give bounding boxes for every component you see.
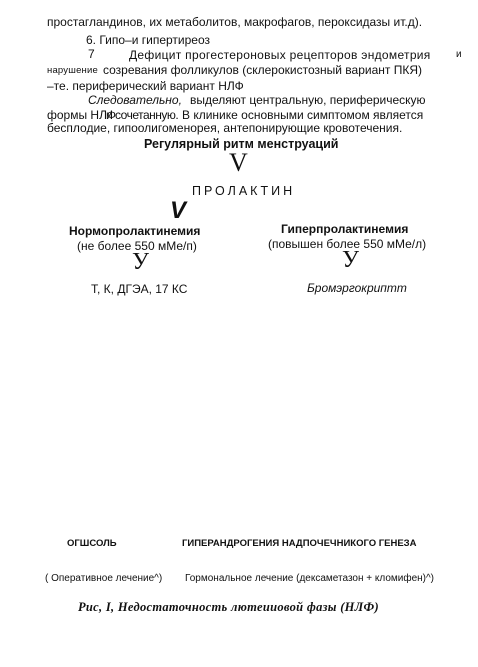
right-branch-treatment: Бромэргокриптт	[307, 281, 407, 295]
right-branch-sub: (повышен более 550 мМе/л)	[268, 237, 427, 251]
text-line-7a: формы НЛФ	[47, 108, 116, 122]
text-line-7c: В клинике основными симптомом является	[182, 108, 424, 122]
text-line-3-num: 7	[88, 47, 95, 61]
right-branch-title: Гиперпролактинемия	[281, 222, 409, 236]
bottom-right-title: ГИПЕРАНДРОГЕНИЯ НАДПОЧЕЧНИКОГО ГЕНЕЗА	[182, 538, 417, 549]
bottom-left-title: ОГШСОЛЬ	[67, 538, 117, 549]
text-line-1: простагландинов, их метаболитов, макрофагов, пероксидазы ит.д).	[47, 15, 423, 29]
bottom-left-treatment: ( Оперативное лечение^)	[45, 573, 163, 584]
text-line-3: Дефицит прогестероновых рецепторов эндометрия	[129, 48, 431, 62]
prolactin-label: ПРОЛАКТИН	[192, 184, 296, 198]
left-arrow-icon: У	[132, 249, 149, 275]
diagram-top-title: Регулярный ритм менструаций	[144, 137, 339, 151]
text-line-4: созревания фолликулов (склерокистозный вариант ПКЯ)	[103, 63, 422, 77]
arrow-down-icon: V	[229, 148, 248, 177]
figure-caption: Рис, I, Недостаточность лютеииовой фазы (НЛФ)	[78, 600, 379, 614]
text-line-6: выделяют центральную, периферическую	[190, 93, 426, 107]
text-line-5: –те. периферический вариант НЛФ	[47, 79, 244, 93]
left-branch-title: Нормопролактинемия	[69, 224, 201, 238]
text-line-6-italic: Следовательно,	[88, 93, 182, 107]
arrow-down-bold-icon: V	[170, 197, 187, 224]
left-branch-sub: (не более 550 мМе/п)	[77, 239, 197, 253]
right-arrow-icon: У	[342, 247, 359, 273]
text-line-4-small: нарушение	[47, 65, 98, 76]
text-line-2: 6. Гипо–и гипертиреоз	[86, 33, 211, 47]
text-line-3-end: и	[456, 49, 462, 60]
bottom-right-treatment: Гормональное лечение (дексаметазон + кломифен)^)	[185, 573, 435, 584]
left-branch-treatment: Т, К, ДГЭА, 17 КС	[91, 282, 188, 296]
text-line-8: бесплодие, гипоолигоменорея, антепонирующие кровотечения.	[47, 121, 403, 135]
text-line-7b: и сочетанную.	[106, 108, 179, 122]
